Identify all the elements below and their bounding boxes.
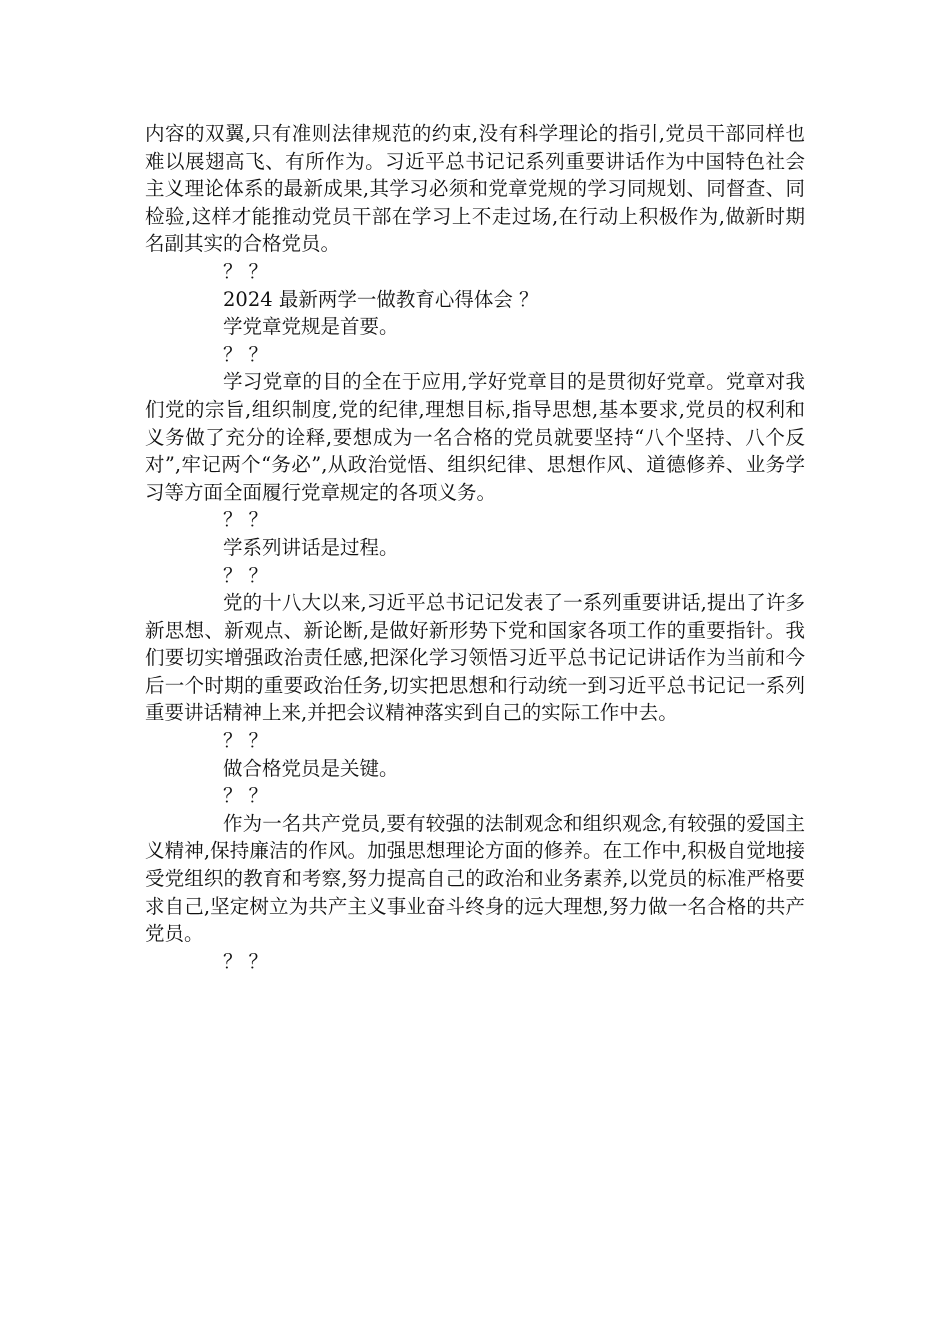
section-heading-qualified-member: 做合格党员是关键。 xyxy=(223,756,399,780)
placeholder-marker: ？？ xyxy=(223,508,275,532)
document-title-line: 2024 最新两学一做教育心得体会 ？ xyxy=(223,287,539,311)
placeholder-marker: ？？ xyxy=(223,784,275,808)
placeholder-marker: ？？ xyxy=(223,342,275,366)
document-body xyxy=(145,120,805,975)
section-heading-speeches: 学系列讲话是过程。 xyxy=(223,535,399,559)
section-heading-party-rules: 学党章党规是首要。 xyxy=(223,315,399,339)
paragraph-intro: 内容的双翼,只有准则法律规范的约束,没有科学理论的指引,党员干部同样也难以展翅高飞、有所作为。习近平总书记记系列重要讲话作为中国特色社会主义理论体系的最新成果,其学习必须和党章党规的学习同规划、同督查、同检验,这样才能推动党员干部在学习上不走过场,在行动上积极作为,做新时期名副其实的合格党员。 xyxy=(145,122,805,256)
paragraph-qualified-member: 作为一名共产党员,要有较强的法制观念和组织观念,有较强的爱国主义精神,保持廉洁的作风。加强思想理论方面的修养。在工作中,积极自觉地接受党组织的教育和考察,努力提高自己的政治和业务素养,以党员的标准严格要求自己,坚定树立为共产主义事业奋斗终身的远大理想,努力做一名合格的共产党员。 xyxy=(145,811,805,946)
placeholder-marker: ？？ xyxy=(223,949,275,973)
placeholder-marker: ？？ xyxy=(223,729,275,753)
paragraph-party-rules: 学习党章的目的全在于应用,学好党章目的是贯彻好党章。党章对我们党的宗旨,组织制度,党的纪律,理想目标,指导思想,基本要求,党员的权利和义务做了充分的诠释,要想成为一名合格的党员就要坚持“八个坚持、八个反对”,牢记两个“务必”,从政治觉悟、组织纪律、思想作风、道德修养、业务学习等方面全面履行党章规定的各项义务。 xyxy=(145,370,805,504)
placeholder-marker: ？？ xyxy=(223,259,275,283)
placeholder-marker: ？？ xyxy=(223,563,275,587)
paragraph-speeches: 党的十八大以来,习近平总书记记发表了一系列重要讲话,提出了许多新思想、新观点、新论断,是做好新形势下党和国家各项工作的重要指针。我们要切实增强政治责任感,把深化学习领悟习近平总书记记讲话作为当前和今后一个时期的重要政治任务,切实把思想和行动统一到习近平总书记记一系列重要讲话精神上来,并把会议精神落实到自己的实际工作中去。 xyxy=(145,591,805,725)
